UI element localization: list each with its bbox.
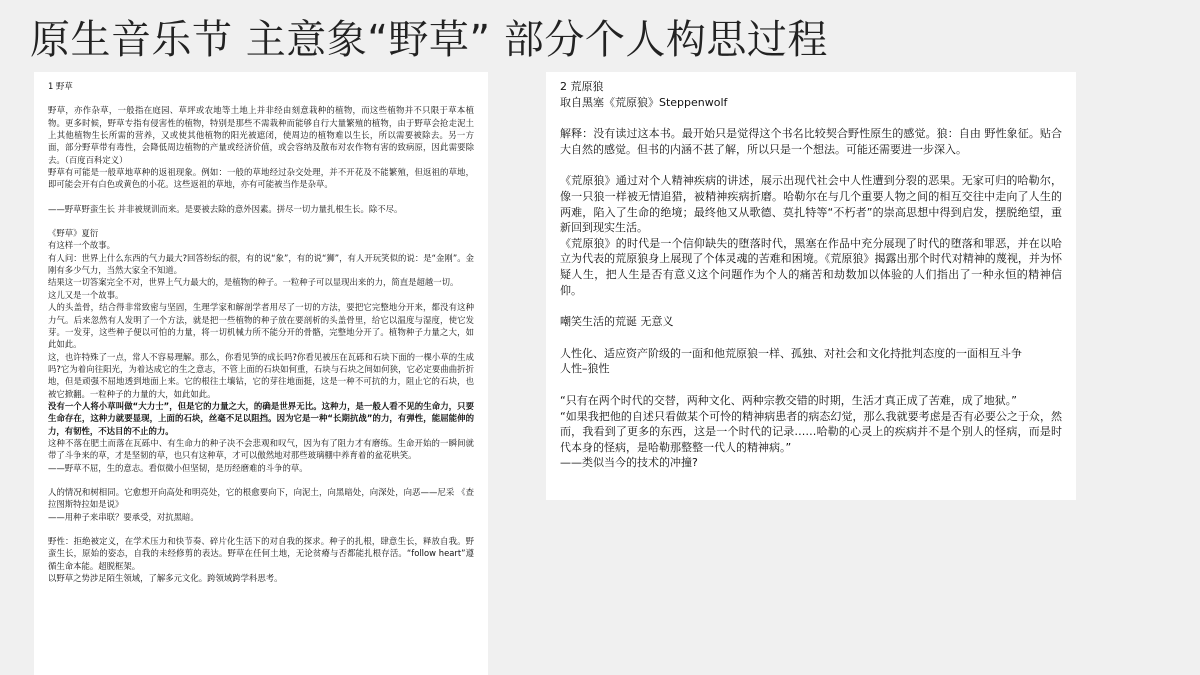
paragraph: 野草有可能是一般草地草种的返祖现象。例如：一般的草地经过杂交处理，并不开花及不能繁殖，但返祖的草地，即可能会开有白色或黄色的小花。这些返祖的草地，亦有可能被当作是杂草。 [48, 167, 474, 190]
paragraph: 这，也许特殊了一点，常人不容易理解。那么，你看见笋的成长吗?你看见被压在瓦砾和石块下面的一棵小草的生成吗?它为着向往阳光，为着达成它的生之意志，不管上面的石块如何重，石块与石块之间如何狭，它必定要曲曲折折地，但是顽强不屈地透到地面上来。它的根往土壤钻，它的芽往地面挺，这是一种不可抗的力，阻止它的石块，也被它掀翻。一粒种子的力量的大，如此如此。 [48, 351, 474, 399]
paragraph: 《荒原狼》通过对个人精神疾病的讲述，展示出现代社会中人性遭到分裂的恶果。无家可归的哈勒尔，像一只狼一样被无情追猎，被精神疾病折磨。哈勒尔在与几个重要人物之间的相互交往中走向了人生的两难，陷入了生命的绝境；最终他又从歌德、莫扎特等“不朽者”的崇高思想中得到启发，摆脱绝望，重新回到现实生活。 [560, 174, 1062, 235]
paragraph: 嘲笑生活的荒诞 无意义 [560, 315, 674, 329]
page-title: 原生音乐节 主意象“野草” 部分个人构思过程 [30, 17, 828, 63]
paragraph: 解释：没有读过这本书。最开始只是觉得这个书名比较契合野性原生的感觉。狼：自由 野性象征。贴合大自然的感觉。但书的内涵不甚了解，所以只是一个想法。可能还需要进一步深入。 [560, 127, 1062, 156]
paragraph: 人性–狼性 [560, 362, 610, 376]
paragraph: ——野草野蛮生长 并非被规训而来。是要被去除的意外因素。拼尽一切力量扎根生长。除不尽。 [48, 203, 403, 214]
paragraph: ——用种子来串联？要承受，对抗黑暗。 [48, 511, 199, 522]
paragraph: 有这样一个故事。 [48, 240, 115, 251]
paragraph: ——类似当今的技术的冲撞? [560, 456, 698, 470]
paragraph: 有人问：世界上什么东西的气力最大?回答纷纭的很，有的说“象”，有的说“狮”，有人开玩笑似的说：是“金刚”。金刚有多少气力，当然大家全不知道。 [48, 252, 474, 276]
paragraph: 以野草之势涉足陌生领域，了解多元文化。跨领域跨学科思考。 [48, 573, 283, 584]
paragraph: 结果这一切答案完全不对，世界上气力最大的，是植物的种子。一粒种子可以显现出来的力，简直是超越一切。 [48, 277, 459, 288]
right-text-panel [546, 72, 1076, 500]
quote: “只有在两个时代的交替，两种文化、两种宗教交错的时期，生活才真正成了苦难，成了地狱。” [560, 393, 1017, 407]
paragraph: ——野草不屈，生的意志。看似微小但坚韧，是历经磨难的斗争的草。 [48, 462, 308, 473]
paragraph: 人性化、适应资产阶级的一面和他荒原狼一样、孤独、对社会和文化持批判态度的一面相互斗争 [560, 346, 1022, 360]
section-heading: 2 荒原狼 [560, 80, 604, 93]
paragraph: 人的头盖骨，结合得非常致密与坚固，生理学家和解剖学者用尽了一切的方法，要把它完整地分开来，都没有这种力气。后来忽然有人发明了一个方法，就是把一些植物的种子放在要剖析的头盖骨里，给它以温度与湿度，使它发芽。一发芽，这些种子便以可怕的力量，将一切机械力所不能分开的骨骼，完整地分开了。植物种子力量之大，如此如此。 [48, 302, 474, 350]
quote: “如果我把他的自述只看做某个可怜的精神病患者的病态幻觉，那么我就要考虑是否有必要公之于众，然而，我看到了更多的东西，这是一个时代的记录……哈勒的心灵上的疾病并不是个别人的怪病，而是时代本身的怪病，是哈勒那整整一代人的精神病。” [560, 409, 1062, 454]
paragraph: 这种不落在肥土而落在瓦砾中、有生命力的种子决不会悲观和叹气，因为有了阻力才有磨练。生命开始的一瞬间就带了斗争来的草，才是坚韧的草，也只有这种草，才可以傲然地对那些玻璃棚中养育着的盆花哄笑。 [48, 437, 474, 461]
section-heading: 1 野草 [48, 81, 73, 91]
paragraph: 这儿又是一个故事。 [48, 289, 124, 300]
source-line: 取自黑塞《荒原狼》Steppenwolf [560, 95, 728, 109]
paragraph: 《荒原狼》的时代是一个信仰缺失的堕落时代，黑塞在作品中充分展现了时代的堕落和罪恶，并在以哈立为代表的荒原狼身上展现了个体灵魂的苦难和困境。《荒原狼》揭露出那个时代对精神的蔑视，并为怀疑人生，把人生是否有意义这个问题作为个人的痛苦和劫数加以体验的人们指出了一种永恒的精神信仰。 [560, 236, 1062, 297]
essay-title: 《野草》夏衍 [48, 228, 99, 239]
paragraph: 没有一个人将小草叫做“大力士”，但是它的力量之大，的确是世界无比。这种力，是一般人看不见的生命力，只要生命存在，这种力就要显现，上面的石块，丝毫不足以阻挡。因为它是一种“长期抗战”的力，有弹性，能屈能伸的力，有韧性，不达目的不止的力。 [48, 400, 474, 436]
paragraph: 野草，亦作杂草，一般指在庭园、草坪或农地等土地上并非经由刻意栽种的植物，而这些植物并不只限于草本植物。更多时候，野草专指有侵害性的植物，特别是那些不需栽种而能够自行大量繁殖的植物，由于野草会抢走泥土上其他植物生长所需的营养，又或使其他植物的阳光被遮闭，使周边的植物难以生长，所以需要被除去。另一方面，部分野草带有毒性，会降低周边植物的产量或经济价值，或会容纳及散布对农作物有害的致病原，因此需要除去。（百度百科定义） [48, 105, 474, 165]
paragraph: 人的情况和树相同。它愈想开向高处和明亮处，它的根愈要向下，向泥土，向黑暗处，向深处，向恶——尼采 《查拉图斯特拉如是说》 [48, 486, 474, 510]
left-text-panel [34, 72, 488, 675]
paragraph: 野性：拒绝被定义，在学术压力和快节奏、碎片化生活下的对自我的探求。种子的扎根，肆意生长，释放自我。野蛮生长，原始的姿态，自我的未经修剪的表达。野草在任何土地，无论贫瘠与否都能扎根存活。“follow heart”遵循生命本能。超脱框架。 [48, 536, 474, 571]
